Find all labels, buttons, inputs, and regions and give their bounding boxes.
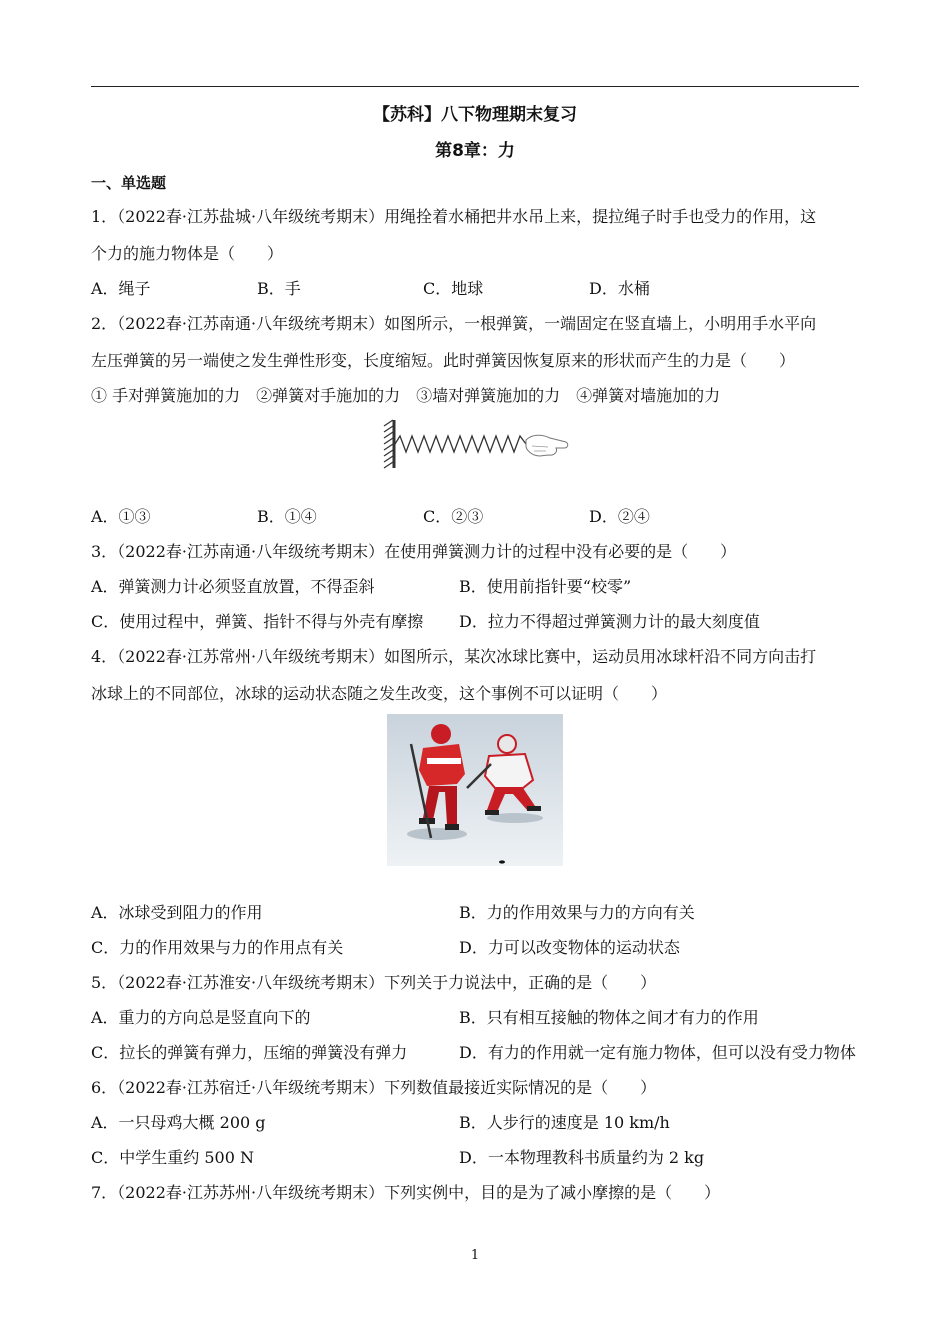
q6-option-b: B．人步行的速度是 10 km/h (459, 1113, 670, 1132)
section-heading: 一、单选题 (91, 174, 167, 192)
q5-option-d: D．有力的作用就一定有施力物体，但可以没有受力物体 (459, 1043, 856, 1062)
question-1-line-2: 个力的施力物体是（ ） (91, 244, 284, 263)
question-2-line-2: 左压弹簧的另一端使之发生弹性形变，长度缩短。此时弹簧因恢复原来的形状而产生的力是（ ） (91, 351, 796, 370)
spring-wall-figure (380, 418, 570, 470)
q4-option-b: B．力的作用效果与力的方向有关 (459, 903, 695, 922)
question-2-line-1: 2．（2022春·江苏南通·八年级统考期末）如图所示，一根弹簧，一端固定在竖直墙上，小明用手水平向 (91, 314, 817, 333)
question-1-line-1: 1．（2022春·江苏盐城·八年级统考期末）用绳拴着水桶把井水吊上来，提拉绳子时手也受力的作用，这 (91, 207, 817, 226)
page-number: 1 (470, 1248, 480, 1263)
q1-option-c: C．地球 (423, 279, 484, 298)
q3-option-c: C．使用过程中，弹簧、指针不得与外壳有摩擦 (91, 612, 424, 631)
q6-option-d: D．一本物理教科书质量约为 2 kg (459, 1148, 705, 1167)
q1-option-d: D．水桶 (589, 279, 650, 298)
q6-option-a: A．一只母鸡大概 200 g (91, 1113, 266, 1132)
question-4-line-1: 4．（2022春·江苏常州·八年级统考期末）如图所示，某次冰球比赛中，运动员用冰球杆沿不同方向击打 (91, 647, 817, 666)
q3-option-d: D．拉力不得超过弹簧测力计的最大刻度值 (459, 612, 760, 631)
q3-option-a: A．弹簧测力计必须竖直放置，不得歪斜 (91, 577, 375, 596)
question-4-line-2: 冰球上的不同部位，冰球的运动状态随之发生改变，这个事例不可以证明（ ） (91, 684, 668, 703)
ice-hockey-photo (387, 714, 563, 866)
q1-option-b: B．手 (257, 279, 301, 298)
q2-option-a: A．①③ (91, 507, 151, 526)
document-title: 【苏科】八下物理期末复习 (373, 105, 577, 125)
q6-option-c: C．中学生重约 500 N (91, 1148, 254, 1167)
q4-option-a: A．冰球受到阻力的作用 (91, 903, 263, 922)
question-2-line-3: ① 手对弹簧施加的力 ②弹簧对手施加的力 ③墙对弹簧施加的力 ④弹簧对墙施加的力 (91, 386, 721, 405)
q2-option-b: B．①④ (257, 507, 317, 526)
q3-option-b: B．使用前指针要“校零” (459, 577, 632, 596)
question-5-line-1: 5．（2022春·江苏淮安·八年级统考期末）下列关于力说法中，正确的是（ ） (91, 973, 657, 992)
question-6-line-1: 6．（2022春·江苏宿迁·八年级统考期末）下列数值最接近实际情况的是（ ） (91, 1078, 657, 1097)
q2-option-d: D．②④ (589, 507, 650, 526)
q5-option-a: A．重力的方向总是竖直向下的 (91, 1008, 311, 1027)
q1-option-a: A．绳子 (91, 279, 151, 298)
q5-option-b: B．只有相互接触的物体之间才有力的作用 (459, 1008, 759, 1027)
question-7-line-1: 7．（2022春·江苏苏州·八年级统考期末）下列实例中，目的是为了减小摩擦的是（ ） (91, 1183, 721, 1202)
q4-option-c: C．力的作用效果与力的作用点有关 (91, 938, 344, 957)
header-rule (91, 86, 859, 87)
q2-option-c: C．②③ (423, 507, 484, 526)
question-3-line-1: 3．（2022春·江苏南通·八年级统考期末）在使用弹簧测力计的过程中没有必要的是（ ） (91, 542, 737, 561)
q5-option-c: C．拉长的弹簧有弹力，压缩的弹簧没有弹力 (91, 1043, 408, 1062)
q4-option-d: D．力可以改变物体的运动状态 (459, 938, 680, 957)
chapter-title: 第8章：力 (435, 141, 515, 161)
